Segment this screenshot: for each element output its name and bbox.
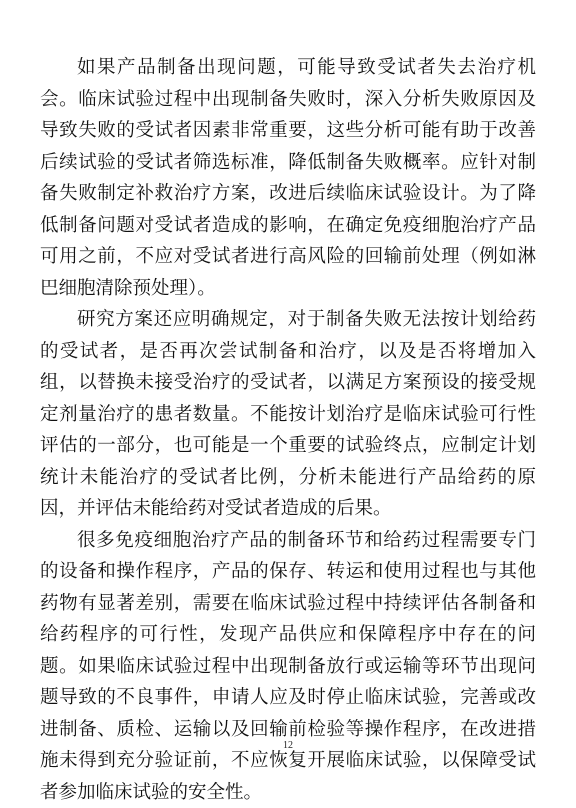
page-number: 12: [0, 740, 576, 751]
paragraph-process-feasibility: 很多免疫细胞治疗产品的制备环节和给药过程需要专门的设备和操作程序，产品的保存、转运和使用过程也与其他药物有显著差别，需要在临床试验过程中持续评估各制备和给药程序的可行性，发现产品供应和保障程序中存在的问题。如果临床试验过程中出现制备放行或运输等环节出现问题导致的不良事件，申请人应及时停止临床试验，完善或改进制备、质检、运输以及回输前检验等操作程序，在改进措施未得到充分验证前，不应恢复开展临床试验，以保障受试者参加临床试验的安全性。: [40, 525, 536, 808]
document-body: [40, 52, 536, 808]
paragraph-manufacturing-failure: 如果产品制备出现问题，可能导致受试者失去治疗机会。临床试验过程中出现制备失败时，深入分析失败原因及导致失败的受试者因素非常重要，这些分析可能有助于改善后续试验的受试者筛选标准，降低制备失败概率。应针对制备失败制定补救治疗方案，改进后续临床试验设计。为了降低制备问题对受试者造成的影响，在确定免疫细胞治疗产品可用之前，不应对受试者进行高风险的回输前处理（例如淋巴细胞清除预处理）。: [40, 52, 536, 304]
paragraph-protocol-requirements: 研究方案还应明确规定，对于制备失败无法按计划给药的受试者，是否再次尝试制备和治疗，以及是否将增加入组，以替换未接受治疗的受试者，以满足方案预设的接受规定剂量治疗的患者数量。不能按计划治疗是临床试验可行性评估的一部分，也可能是一个重要的试验终点，应制定计划统计未能治疗的受试者比例，分析未能进行产品给药的原因，并评估未能给药对受试者造成的后果。: [40, 304, 536, 525]
